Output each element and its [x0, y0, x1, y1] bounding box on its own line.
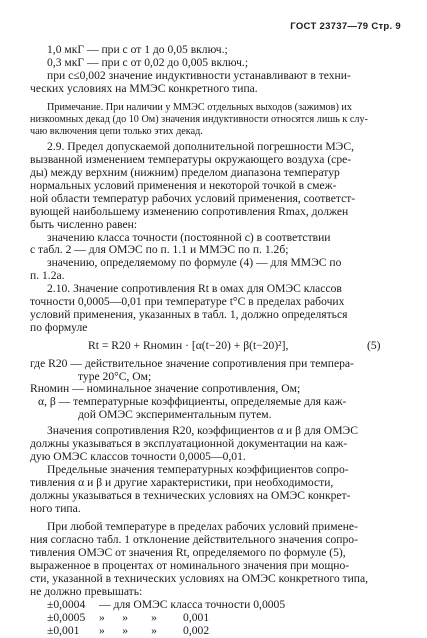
text-line: условий применения, указанных в табл. 1, должно определяться — [30, 307, 348, 321]
text-line: сти, указанной в технических условиях на ОМЭС конкретного типа, — [30, 572, 369, 585]
tolerance-value: ±0,001 — [47, 623, 80, 637]
text-line: вующей наибольшему изменению сопротивления Rmax, должен — [30, 204, 349, 218]
equation-number: (5) — [367, 338, 381, 352]
tolerance-text: » » » 0,001 — [99, 610, 210, 624]
text-line: значению, определяемому по формуле (4) — для ММЭС по — [47, 256, 342, 270]
text-line: 0,3 мкГ — при с от 0,02 до 0,005 включ.; — [47, 55, 249, 69]
tolerance-value: ±0,0005 — [47, 610, 86, 624]
text-line: нормальных условий применения и некоторой точкой в смеж- — [30, 178, 337, 192]
text-line: вызванной изменением температуры окружающего воздуха (сре- — [30, 153, 352, 167]
text-line: быть численно равен: — [30, 217, 138, 231]
formula-5: Rt = R20 + Rномин · [α(t−20) + β(t−20)²], — [88, 338, 289, 352]
text-line: не должно превышать: — [30, 584, 143, 598]
text-line: При любой температуре в пределах рабочих условий примене- — [47, 520, 358, 534]
text-line: где R20 — действительное значение сопротивления при темпера- — [30, 356, 354, 370]
text-line: туре 20°С, Ом; — [78, 369, 152, 383]
text-line: тивления α и β и другие характеристики, при необходимости, — [30, 475, 334, 489]
text-line: ного типа. — [30, 501, 81, 515]
text-line: должны указываться в эксплуатационной документации на каж- — [30, 437, 348, 450]
note-line: низкоомных декад (до 10 Ом) значения индуктивности относятся лишь к слу- — [30, 113, 368, 125]
text-line: должны указываться в технических условиях на ОМЭС конкрет- — [30, 488, 351, 502]
note-line: Примечание. При наличии у ММЭС отдельных выходов (зажимов) их — [47, 101, 352, 113]
text-line: п. 1.2а. — [30, 269, 65, 283]
text-line: при с≤0,002 значение индуктивности устанавливают в техни- — [47, 68, 351, 82]
text-line: Предельные значения температурных коэффициентов сопро- — [47, 462, 349, 476]
text-line: α, β — температурные коэффициенты, определяемые для каж- — [38, 395, 347, 409]
text-line: точности 0,0005—0,01 при температуре t°C в пределах рабочих — [30, 295, 345, 308]
text-line: ды) между верхним (нижним) пределом диапазона температур — [30, 166, 340, 179]
text-line: тивления ОМЭС от значения Rt, определяемого по формуле (5), — [30, 546, 346, 560]
page-header: ГОСТ 23737—79 Стр. 9 — [290, 21, 401, 32]
text-line: по формуле — [30, 320, 88, 334]
tolerance-text: — для ОМЭС класса точности 0,0005 — [99, 597, 286, 611]
text-line: Rномин — номинальное значение сопротивления, Ом; — [30, 382, 301, 396]
text-line: 2.10. Значение сопротивления Rt в омах для ОМЭС классов — [47, 282, 342, 296]
text-line: выраженное в процентах от номинального значения при мощно- — [30, 559, 350, 573]
text-line: ния согласно табл. 1 отклонение действительного значения сопро- — [30, 533, 358, 547]
text-line: значению класса точности (постоянной с) в соответствии — [47, 230, 331, 244]
tolerance-value: ±0,0004 — [47, 597, 86, 611]
tolerance-text: » » » 0,002 — [99, 623, 210, 637]
text-line: ной области температур рабочих условий применения, соответст- — [30, 191, 356, 205]
note-line: чаю включения цепи только этих декад. — [30, 126, 203, 137]
text-line: с табл. 2 — для ОМЭС по п. 1.1 и ММЭС по п. 1.2б; — [30, 243, 289, 257]
text-line: ческих условиях на ММЭС конкретного типа. — [30, 81, 258, 95]
text-line: дой ОМЭС экспериментальным путем. — [78, 408, 272, 422]
text-line: 1,0 мкГ — при с от 1 до 0,05 включ.; — [47, 43, 228, 56]
text-line: Значения сопротивления R20, коэффициентов α и β для ОМЭС — [47, 424, 358, 438]
text-line: дую ОМЭС классов точности 0,0005—0,01. — [30, 449, 246, 463]
text-line: 2.9. Предел допускаемой дополнительной погрешности МЭС, — [47, 140, 354, 154]
